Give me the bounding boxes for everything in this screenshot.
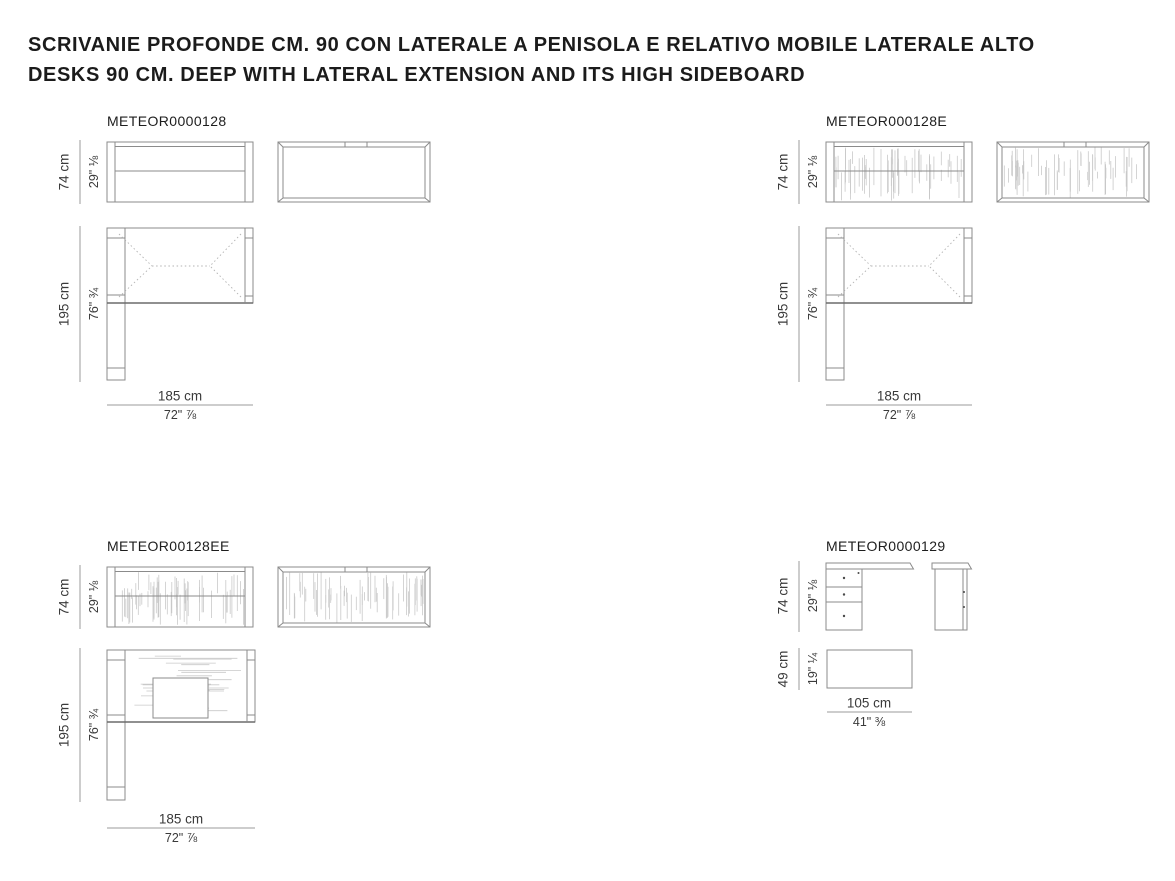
product-block-meteor000128e xyxy=(719,100,1175,445)
sideboard-front-view xyxy=(278,567,430,627)
page-title xyxy=(28,30,1035,90)
desk-front-view xyxy=(107,142,253,202)
dim-width-in: 72" ⅞ xyxy=(164,831,198,845)
technical-drawing-meteor000128e xyxy=(719,100,1175,445)
desk-plan-view xyxy=(826,228,972,380)
pedestal-plan-view xyxy=(827,650,912,688)
wood-grain-texture xyxy=(122,572,243,625)
dimension-lines xyxy=(799,140,972,405)
product-code: METEOR000128E xyxy=(826,113,948,129)
product-code: METEOR00128EE xyxy=(107,538,230,554)
dim-width-cm: 105 cm xyxy=(846,695,892,711)
dim-height-in: 29" ⅛ xyxy=(806,579,820,613)
pedestal-side-view xyxy=(932,563,972,630)
dim-width-in: 72" ⅞ xyxy=(163,408,197,422)
dim-depth-in: 76" ¾ xyxy=(87,287,101,321)
wood-grain-texture xyxy=(1004,147,1136,198)
desk-plan-view xyxy=(107,228,253,380)
dim-height-cm: 74 cm xyxy=(775,153,791,191)
product-code: METEOR0000129 xyxy=(826,538,946,554)
dim-depth-cm: 195 cm xyxy=(775,281,791,327)
dim-depth-in: 19" ¼ xyxy=(806,652,820,686)
plan-cutout-panel xyxy=(153,678,208,718)
product-block-meteor00128ee xyxy=(0,525,470,865)
pedestal-front-view xyxy=(826,563,914,630)
dim-height-cm: 74 cm xyxy=(56,578,72,616)
desk-front-view xyxy=(107,567,253,627)
desk-front-view xyxy=(826,142,972,202)
sideboard-front-view xyxy=(278,142,430,202)
dim-width-in: 41" ⅜ xyxy=(852,715,886,729)
dim-depth-in: 76" ¾ xyxy=(87,708,101,742)
dim-height-cm: 74 cm xyxy=(775,577,791,615)
dim-width-cm: 185 cm xyxy=(157,388,203,404)
product-code: METEOR0000128 xyxy=(107,113,227,129)
wood-grain-texture xyxy=(836,148,961,201)
product-block-meteor0000129 xyxy=(719,525,1175,745)
dimension-lines xyxy=(80,140,253,405)
wood-grain-texture xyxy=(287,572,424,623)
technical-drawing-meteor0000129 xyxy=(719,525,1175,745)
desk-plan-view xyxy=(107,650,255,800)
dim-width-cm: 185 cm xyxy=(158,811,204,827)
dim-height-in: 29" ⅛ xyxy=(87,155,101,189)
page-title-english: DESKS 90 CM. DEEP WITH LATERAL EXTENSION AND ITS HIGH SIDEBOARD xyxy=(28,64,806,86)
dim-depth-cm: 49 cm xyxy=(775,650,791,688)
dim-height-in: 29" ⅛ xyxy=(806,155,820,189)
dim-depth-cm: 195 cm xyxy=(56,281,72,327)
sideboard-front-view xyxy=(997,142,1149,202)
dim-depth-cm: 195 cm xyxy=(56,702,72,748)
dim-width-cm: 185 cm xyxy=(876,388,922,404)
page-title-italian: SCRIVANIE PROFONDE CM. 90 CON LATERALE A PENISOLA E RELATIVO MOBILE LATERALE ALTO xyxy=(28,34,1035,56)
technical-drawing-meteor00128ee xyxy=(0,525,470,865)
dim-width-in: 72" ⅞ xyxy=(882,408,916,422)
dim-height-cm: 74 cm xyxy=(56,153,72,191)
dim-depth-in: 76" ¾ xyxy=(806,287,820,321)
product-block-meteor0000128 xyxy=(0,100,470,445)
technical-drawing-meteor0000128 xyxy=(0,100,470,445)
dim-height-in: 29" ⅛ xyxy=(87,580,101,614)
